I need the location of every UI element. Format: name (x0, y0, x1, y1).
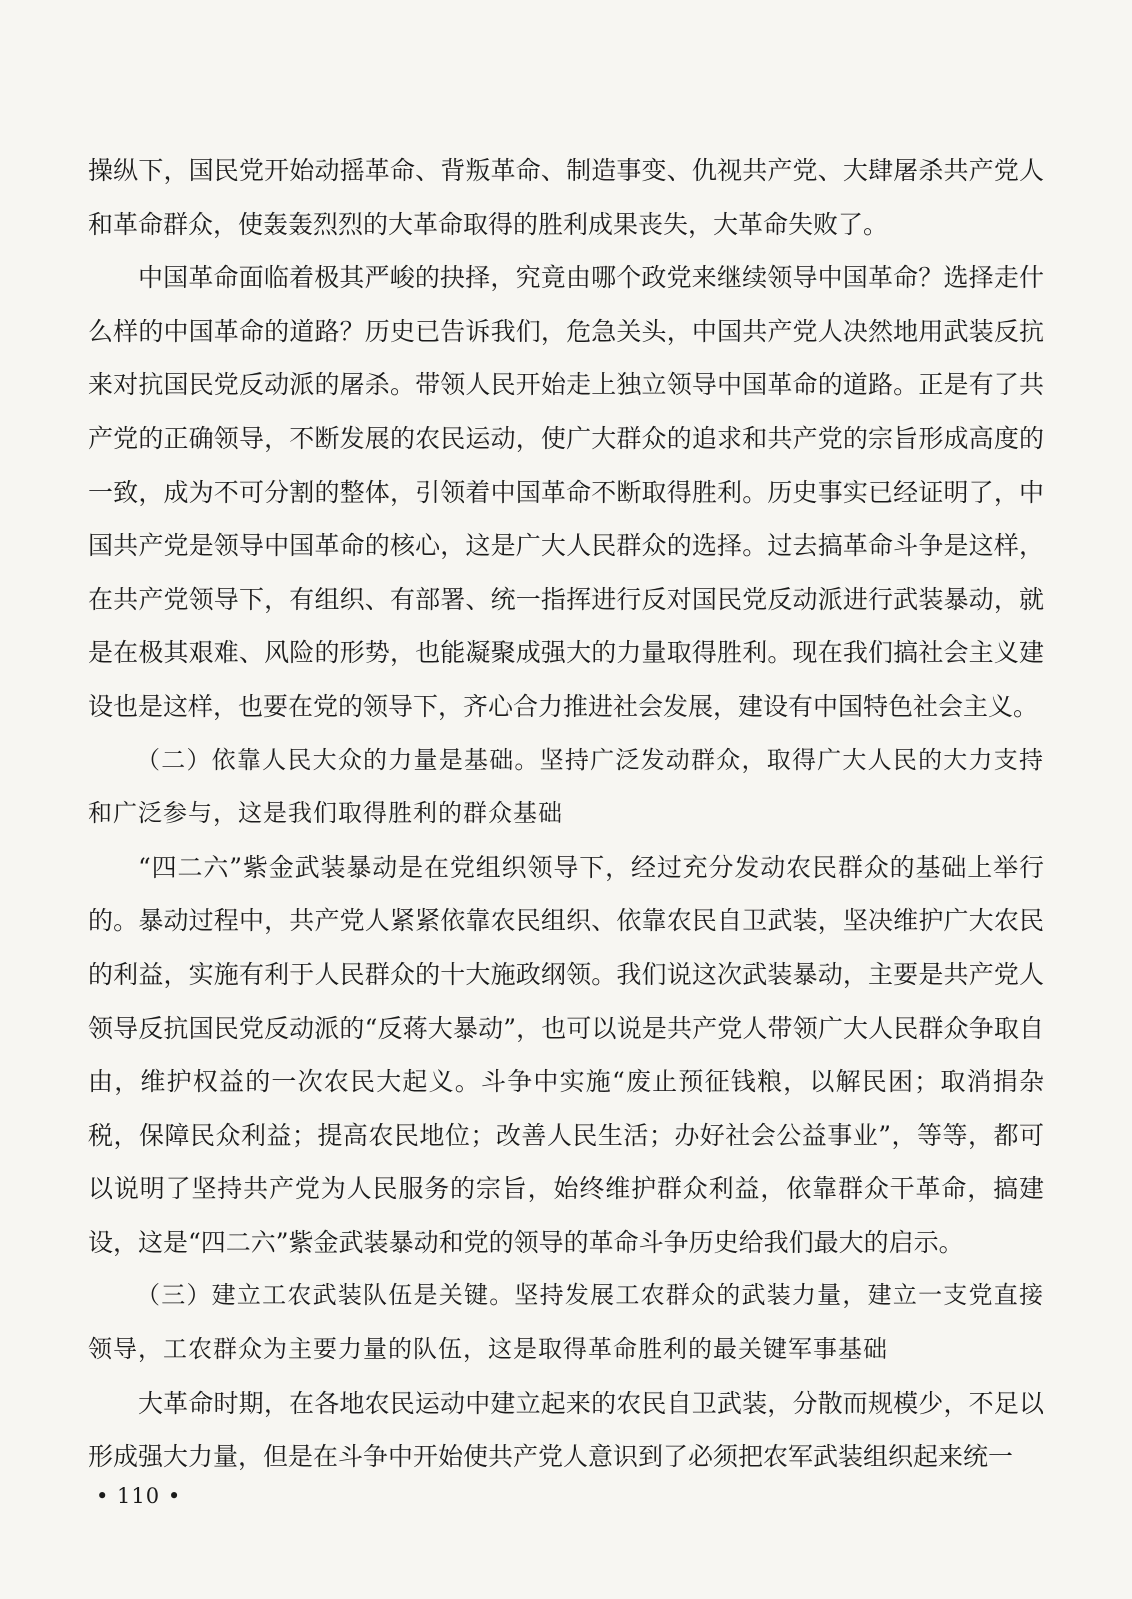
body-text (88, 144, 1044, 1484)
paragraph-armed-forces: 大革命时期，在各地农民运动中建立起来的农民自卫武装，分散而规模少，不足以形成强大力量，但是在斗争中开始使共产党人意识到了必须把农军武装组织起来统一 (88, 1388, 1044, 1472)
section-heading-3: （三）建立工农武装队伍是关键。坚持发展工农群众的武装力量，建立一支党直接领导，工农群众为主要力量的队伍，这是取得革命胜利的最关键军事基础 (88, 1281, 1044, 1364)
page-number: • 110 • (96, 1484, 182, 1508)
section-heading-2: （二）依靠人民大众的力量是基础。坚持广泛发动群众，取得广大人民的大力支持和广泛参与，这是我们取得胜利的群众基础 (88, 745, 1044, 828)
paragraph-mass-support: “四二六”紫金武装暴动是在党组织领导下，经过充分发动农民群众的基础上举行的。暴动过程中，共产党人紧紧依靠农民组织、依靠农民自卫武装，坚决维护广大农民的利益，实施有利于人民群众的十大施政纲领。我们说这次武装暴动，主要是共产党人领导反抗国民党反动派的“反蒋大暴动”，也可以说是共产党人带领广大人民群众争取自由，维护权益的一次农民大起义。斗争中实施“废止预征钱粮，以解民困；取消捐杂税，保障民众利益；提高农民地位；改善人民生活；办好社会公益事业”，等等，都可以说明了坚持共产党为人民服务的宗旨，始终维护群众利益，依靠群众干革命，搞建设，这是“四二六”紫金武装暴动和党的领导的革命斗争历史给我们最大的启示。 (88, 852, 1044, 1257)
paragraph-party-leadership: 中国革命面临着极其严峻的抉择，究竟由哪个政党来继续领导中国革命？选择走什么样的中国革命的道路？历史已告诉我们，危急关头，中国共产党人决然地用武装反抗来对抗国民党反动派的屠杀。带领人民开始走上独立领导中国革命的道路。正是有了共产党的正确领导，不断发展的农民运动，使广大群众的追求和共产党的宗旨形成高度的一致，成为不可分割的整体，引领着中国革命不断取得胜利。历史事实已经证明了，中国共产党是领导中国革命的核心，这是广大人民群众的选择。过去搞革命斗争是这样，在共产党领导下，有组织、有部署、统一指挥进行反对国民党反动派进行武装暴动，就是在极其艰难、风险的形势，也能凝聚成强大的力量取得胜利。现在我们搞社会主义建设也是这样，也要在党的领导下，齐心合力推进社会发展，建设有中国特色社会主义。 (88, 263, 1044, 721)
paragraph-continued: 操纵下，国民党开始动摇革命、背叛革命、制造事变、仇视共产党、大肆屠杀共产党人和革命群众，使轰轰烈烈的大革命取得的胜利成果丧失，大革命失败了。 (88, 156, 1044, 239)
